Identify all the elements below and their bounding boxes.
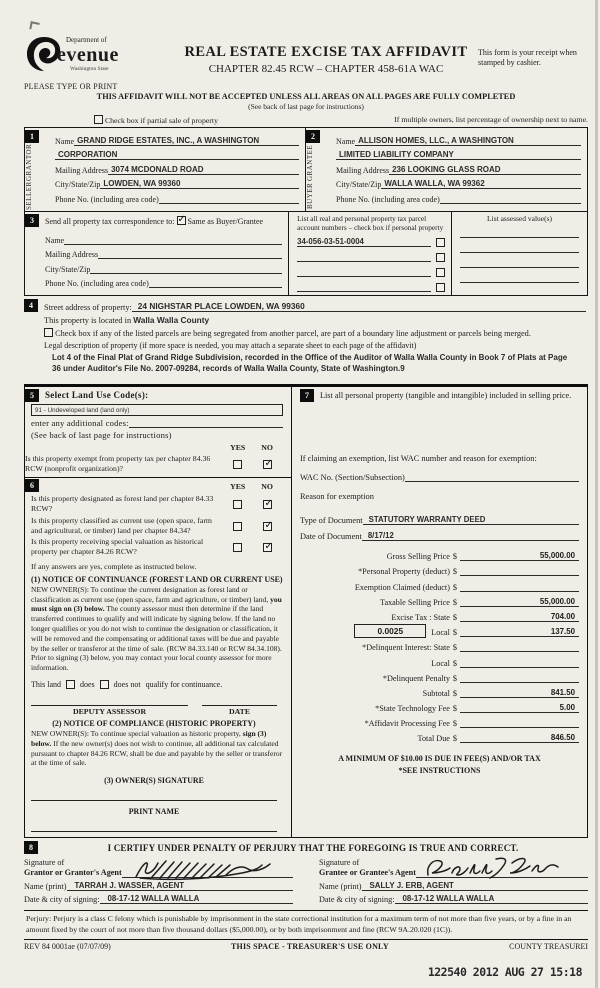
if-yes-note: If any answers are yes, complete as instructed below. bbox=[31, 561, 197, 571]
land-use-section bbox=[25, 387, 291, 478]
partial-sale-label: Check box if partial sale of property bbox=[104, 116, 218, 125]
parcel-2-checkbox[interactable] bbox=[436, 253, 445, 262]
buyer-city-input[interactable]: WALLA WALLA, WA 99362 bbox=[381, 179, 581, 189]
does-not-qualify-checkbox[interactable] bbox=[100, 680, 109, 689]
corr-city-label: City/State/Zip bbox=[45, 264, 91, 274]
corr-phone-label: Phone No. (including area code) bbox=[45, 279, 149, 288]
buyer-phone-label: Phone No. (including area code) bbox=[336, 194, 440, 204]
partial-sale-checkbox[interactable] bbox=[94, 115, 103, 124]
section-7-number: 7 bbox=[300, 389, 314, 402]
parcel-header: List all real and personal property tax parcel account numbers – check box if personal property bbox=[297, 214, 444, 233]
total-due-input[interactable]: 846.50 bbox=[460, 733, 579, 743]
grantee-side-label: GRANTEE bbox=[306, 145, 314, 182]
grantee-date-input[interactable]: 08-17-12 WALLA WALLA bbox=[395, 894, 589, 904]
parcel-3-input[interactable] bbox=[297, 276, 431, 277]
this-land-label: This land bbox=[31, 680, 61, 690]
fees-table bbox=[300, 546, 579, 743]
certify-statement: I CERTIFY UNDER PENALTY OF PERJURY THAT THE FOREGOING IS TRUE AND CORRECT. bbox=[107, 842, 519, 853]
qualify-label: qualify for continuance. bbox=[145, 680, 223, 690]
seller-mailing-input[interactable]: 3074 MCDONALD ROAD bbox=[108, 165, 299, 175]
land-use-code-dropdown[interactable]: 91 - Undeveloped land (land only) bbox=[31, 404, 283, 416]
corr-mailing-label: Mailing Address bbox=[45, 250, 99, 259]
buyer-mailing-label: Mailing Address bbox=[336, 165, 390, 175]
owners-signature-title: (3) OWNER(S) SIGNATURE bbox=[104, 776, 204, 786]
parcel-4-checkbox[interactable] bbox=[436, 283, 445, 292]
county-treasurer-label: COUNTY TREASUREI bbox=[509, 942, 588, 952]
buyer-city-label: City/State/Zip bbox=[336, 180, 382, 189]
assessed-header: List assessed value(s) bbox=[487, 214, 553, 223]
street-address-input[interactable]: 24 NIGHSTAR PLACE LOWDEN, WA 99360 bbox=[132, 301, 586, 312]
notice-compliance-title: (2) NOTICE OF COMPLIANCE (HISTORIC PROPERTY) bbox=[52, 719, 256, 729]
buyer-phone-input[interactable] bbox=[440, 203, 581, 204]
subtotal-input[interactable]: 841.50 bbox=[460, 688, 579, 698]
fee-row-subtotal: Subtotal $ 841.50 bbox=[300, 683, 579, 698]
land-use-title: Select Land Use Code(s): bbox=[45, 390, 149, 400]
rev-number: REV 84 0001ae (07/07/09) bbox=[24, 942, 111, 952]
section-1-number: 1 bbox=[25, 130, 39, 143]
acceptance-notice: THIS AFFIDAVIT WILL NOT BE ACCEPTED UNLESS ALL AREAS ON ALL PAGES ARE FULLY COMPLETED bbox=[96, 92, 516, 101]
located-in-label: This property is located in bbox=[44, 316, 132, 326]
logo-state-text: Washington State bbox=[70, 66, 109, 72]
form-header bbox=[24, 34, 588, 91]
personal-property-label: List all personal property (tangible and intangible) included in selling price. bbox=[319, 391, 572, 400]
grantee-agent-label: Grantee or Grantee's Agent bbox=[319, 867, 416, 877]
excise-state-input[interactable]: 704.00 bbox=[460, 612, 579, 622]
buyer-side-label: BUYER bbox=[306, 182, 314, 209]
land-use-and-fees-grid bbox=[24, 384, 588, 838]
parcel-2-input[interactable] bbox=[297, 261, 431, 262]
exemption-label: If claiming an exemption, list WAC number and reason for exemption: bbox=[299, 454, 537, 463]
parcel-1-checkbox[interactable] bbox=[436, 238, 445, 247]
print-name-input[interactable] bbox=[31, 818, 277, 832]
form-title: REAL ESTATE EXCISE TAX AFFIDAVIT bbox=[184, 44, 468, 60]
historical-question: Is this property receiving special valuation as historical property per chapter 84.26 RCW? bbox=[31, 537, 204, 557]
fee-row-gross: Gross Selling Price $ 55,000.00 bbox=[300, 546, 579, 561]
scan-corner-artifact bbox=[29, 21, 39, 31]
wac-number-input[interactable] bbox=[405, 481, 579, 482]
partial-sale-option bbox=[94, 115, 218, 125]
fee-row-total: Total Due $ 846.50 bbox=[300, 728, 579, 743]
corr-phone-input[interactable] bbox=[149, 287, 282, 288]
grantee-name-input[interactable]: SALLY J. ERB, AGENT bbox=[362, 881, 588, 891]
seller-section bbox=[25, 128, 306, 211]
cashier-date-stamp: 122540 2012 AUG 27 15:18 bbox=[427, 965, 582, 980]
seller-name-label: Name bbox=[55, 136, 75, 146]
reason-exemption-label: Reason for exemption bbox=[299, 492, 374, 501]
fee-row-processing-fee: *Affidavit Processing Fee $ bbox=[300, 713, 579, 728]
located-county-input[interactable]: Walla Walla County bbox=[133, 315, 210, 326]
current-use-question: Is this property classified as current use (open space, farm and agricultural, or timber) land per chapter 84.34? bbox=[31, 515, 212, 535]
property-address-section bbox=[24, 296, 588, 374]
seller-phone-label: Phone No. (including area code) bbox=[55, 194, 159, 204]
assessed-2-input[interactable] bbox=[460, 238, 579, 253]
certification-section bbox=[24, 841, 588, 904]
correspondence-section bbox=[25, 212, 587, 295]
notice-compliance-body: NEW OWNER(S): To continue special valuation as historic property, sign (3) below. If the new owner(s) does not wish to continue, all additional tax calculated pursuant to chapter 84.26 RCW, shall be due and payable by the seller or transferor at the time of sale. bbox=[31, 729, 283, 768]
grantor-date-city-label: Date & city of signing: bbox=[24, 895, 100, 905]
segregated-checkbox[interactable] bbox=[44, 328, 53, 337]
buyer-section bbox=[306, 128, 587, 211]
assessed-4-input[interactable] bbox=[460, 268, 579, 283]
same-as-buyer-checkbox[interactable] bbox=[177, 216, 186, 225]
seller-name-input-line2[interactable]: CORPORATION bbox=[55, 150, 299, 160]
grantor-agent-label: Grantor or Grantor's Agent bbox=[24, 867, 122, 877]
section-2-number: 2 bbox=[306, 130, 320, 143]
doc-date-input[interactable]: 8/17/12 bbox=[362, 531, 579, 541]
fee-row-exemption: Exemption Claimed (deduct) $ bbox=[300, 576, 579, 591]
gross-price-input[interactable]: 55,000.00 bbox=[460, 551, 579, 561]
logo-revenue-text: evenue bbox=[57, 44, 119, 66]
notice-continuance-title: (1) NOTICE OF CONTINUANCE (FOREST LAND OR CURRENT USE) bbox=[31, 574, 283, 584]
grantee-date-city-label: Date & city of signing: bbox=[319, 895, 395, 905]
grantor-signature-block bbox=[24, 856, 293, 904]
logo-dept-text: Department of bbox=[66, 36, 107, 44]
same-as-buyer-label: Same as Buyer/Grantee bbox=[187, 217, 264, 226]
section-4-number: 4 bbox=[24, 299, 38, 312]
buyer-mailing-input[interactable]: 236 LOOKING GLASS ROAD bbox=[389, 165, 581, 175]
fee-row-local: 0.0025 Local $ 137.50 bbox=[300, 622, 579, 637]
s6-yes-header: YES bbox=[230, 482, 246, 492]
fee-row-personal: *Personal Property (deduct) $ bbox=[300, 561, 579, 576]
fee-row-delinq-penalty: *Delinquent Penalty $ bbox=[300, 668, 579, 683]
please-type-label: PLEASE TYPE OR PRINT bbox=[24, 82, 118, 91]
seller-name-input[interactable]: GRAND RIDGE ESTATES, INC., A WASHINGTON bbox=[74, 136, 299, 146]
form-footer bbox=[24, 939, 588, 951]
seller-mailing-label: Mailing Address bbox=[55, 165, 109, 175]
corr-mailing-input[interactable] bbox=[98, 258, 282, 259]
forest-land-question: Is this property designated as forest land per chapter 84.33 RCW? bbox=[31, 494, 214, 514]
fee-row-delinq-interest-local: Local $ bbox=[300, 652, 579, 667]
multiple-owners-note: If multiple owners, list percentage of ownership next to name. bbox=[394, 115, 588, 124]
deputy-assessor-signature-line[interactable]: DEPUTY ASSESSOR bbox=[31, 705, 188, 716]
current-use-no-checkbox[interactable] bbox=[263, 522, 272, 531]
buyer-name-label: Name bbox=[336, 136, 356, 146]
print-name-title: PRINT NAME bbox=[128, 807, 180, 817]
doc-type-input[interactable]: STATUTORY WARRANTY DEED bbox=[363, 515, 579, 525]
fee-row-excise-state: Excise Tax : State $ 704.00 bbox=[300, 607, 579, 622]
delinq-penalty-input[interactable] bbox=[460, 682, 579, 683]
grantor-signature bbox=[130, 855, 280, 881]
exemption-deduct-input[interactable] bbox=[460, 591, 579, 592]
does-qualify-checkbox[interactable] bbox=[66, 680, 75, 689]
scan-edge-artifact bbox=[595, 0, 598, 988]
additional-codes-label: enter any additional codes: bbox=[31, 418, 129, 428]
historical-no-checkbox[interactable] bbox=[263, 543, 272, 552]
does-label: does bbox=[80, 680, 95, 690]
parcel-3-checkbox[interactable] bbox=[436, 268, 445, 277]
tech-fee-input[interactable]: 5.00 bbox=[460, 703, 579, 713]
personal-deduct-input[interactable] bbox=[460, 575, 579, 576]
section-5-number: 5 bbox=[25, 389, 39, 402]
grantor-side-label: GRANTOR bbox=[25, 143, 33, 181]
buyer-name-input[interactable]: ALLISON HOMES, LLC., A WASHINGTON bbox=[355, 136, 581, 146]
owners-signature-input[interactable] bbox=[31, 787, 277, 801]
grantee-signature-block bbox=[319, 856, 588, 904]
parcel-4-input[interactable] bbox=[297, 291, 431, 292]
doc-type-label: Type of Document bbox=[299, 516, 363, 525]
receipt-note: This form is your receipt when stamped by cashier. bbox=[478, 48, 577, 67]
does-not-label: does not bbox=[113, 680, 141, 690]
s6-no-header: NO bbox=[261, 482, 273, 492]
form-subtitle: CHAPTER 82.45 RCW – CHAPTER 458-61A WAC bbox=[208, 63, 444, 75]
corr-name-input[interactable] bbox=[64, 244, 282, 245]
parties-box bbox=[24, 127, 588, 296]
wac-number-label: WAC No. (Section/Subsection) bbox=[299, 473, 405, 482]
assessed-1-input[interactable] bbox=[460, 223, 579, 238]
local-rate-box: 0.0025 bbox=[354, 624, 426, 638]
continuance-qualify-row bbox=[31, 680, 283, 689]
buyer-name-input-line2[interactable]: LIMITED LIABILITY COMPANY bbox=[336, 150, 581, 160]
section-8-number: 8 bbox=[24, 841, 38, 854]
exempt-no-checkbox[interactable] bbox=[263, 460, 272, 469]
parcel-numbers-column bbox=[289, 212, 452, 295]
legal-description-input[interactable]: Lot 4 of the Final Plat of Grand Ridge Subdivision, recorded in the Office of the Auditor of Walla Walla County in Book 7 of Plats at Page 36 under Auditor's File No. 2007-09284, records of Walla Walla County, State of Washington.9 bbox=[52, 353, 568, 373]
see-back-instructions: (See back of last page for instructions) bbox=[31, 430, 172, 440]
exempt-question: Is this property exempt from property tax per chapter 84.36 RCW (nonprofit organization)? bbox=[25, 454, 211, 473]
grantor-name-input[interactable]: TARRAH J. WASSER, AGENT bbox=[67, 881, 293, 891]
seller-city-input[interactable]: LOWDEN, WA 99360 bbox=[100, 179, 299, 189]
historical-yes-checkbox[interactable] bbox=[233, 543, 242, 552]
personal-property-fees-section bbox=[292, 387, 587, 837]
treasurer-space-label: THIS SPACE - TREASURER'S USE ONLY bbox=[231, 942, 389, 952]
legal-description-label: Legal description of property (if more space is needed, you may attach a separate sheet to each page of the affidavit) bbox=[44, 341, 417, 351]
assessed-3-input[interactable] bbox=[460, 253, 579, 268]
seller-phone-input[interactable] bbox=[159, 203, 299, 204]
grantor-sig-of-label: Signature of bbox=[24, 857, 65, 867]
delinq-interest-state-input[interactable] bbox=[460, 651, 579, 652]
see-back-note: (See back of last page for instructions) bbox=[248, 102, 364, 111]
grantee-signature-input[interactable] bbox=[416, 856, 588, 878]
section-6-number: 6 bbox=[25, 479, 39, 492]
assessed-values-column bbox=[452, 212, 587, 295]
parcel-number-input[interactable]: 34-056-03-51-0004 bbox=[297, 237, 431, 247]
section-3-number: 3 bbox=[25, 214, 39, 227]
forest-land-section bbox=[25, 478, 291, 837]
forest-yes-checkbox[interactable] bbox=[233, 500, 242, 509]
additional-codes-input[interactable] bbox=[129, 427, 283, 428]
grantor-date-input[interactable]: 08-17-12 WALLA WALLA bbox=[100, 894, 294, 904]
processing-fee-input[interactable] bbox=[460, 727, 579, 728]
minimum-fee-note: A MINIMUM OF $10.00 IS DUE IN FEE(S) AND/OR TAX *SEE INSTRUCTIONS bbox=[338, 754, 541, 775]
deputy-date-line[interactable]: DATE bbox=[202, 705, 277, 716]
dept-of-revenue-logo bbox=[24, 34, 174, 78]
grantor-signature-input[interactable] bbox=[122, 856, 293, 878]
fee-row-tech-fee: *State Technology Fee $ 5.00 bbox=[300, 698, 579, 713]
delinq-interest-local-input[interactable] bbox=[460, 667, 579, 668]
send-correspondence-label: Send all property tax correspondence to: bbox=[45, 217, 175, 226]
current-use-yes-checkbox[interactable] bbox=[233, 522, 242, 531]
doc-date-label: Date of Document bbox=[299, 532, 362, 541]
fee-row-taxable: Taxable Selling Price $ 55,000.00 bbox=[300, 592, 579, 607]
seller-side-label: SELLER bbox=[25, 181, 33, 211]
corr-city-input[interactable] bbox=[90, 273, 282, 274]
grantor-name-print-label: Name (print) bbox=[24, 882, 67, 892]
street-address-label: Street address of property: bbox=[44, 303, 132, 313]
taxable-price-input[interactable]: 55,000.00 bbox=[460, 597, 579, 607]
segregated-label: Check box if any of the listed parcels are being segregated from another parcel, are part of a boundary line adjustment or parcels being merged. bbox=[55, 329, 531, 339]
s5-yes-header: YES bbox=[230, 443, 246, 452]
fee-row-delinq-interest-state: *Delinquent Interest: State $ bbox=[300, 637, 579, 652]
forest-no-checkbox[interactable] bbox=[263, 500, 272, 509]
perjury-notice: Perjury: Perjury is a class C felony which is punishable by imprisonment in the state correctional institution for a maximum term of not more than five years, or by a fine in an amount fixed by the court of not more than five thousand dollars ($5,000.00), or by both imprisonment and fine (RCW 9A.20.020 (1C)). bbox=[24, 910, 588, 939]
grantee-sig-of-label: Signature of bbox=[319, 857, 360, 867]
exempt-yes-checkbox[interactable] bbox=[233, 460, 242, 469]
corr-name-label: Name bbox=[45, 235, 65, 245]
grantee-signature bbox=[424, 855, 564, 881]
seller-city-label: City/State/Zip bbox=[55, 180, 101, 189]
notice-continuance-body: NEW OWNER(S): To continue the current designation as forest land or classification as current use (open space, farm and agriculture, or timber) land, you must sign on (3) below. The county assessor must then determine if the land transferred continues to qualify and will indicate by signing below. If the land no longer qualifies or you do not wish to continue the designation or classification, it will be removed and the compensating or additional taxes will be due and payable by the seller or transferor at the time of sale. (RCW 84.33.140 or RCW 84.34.108). Prior to signing (3) below, you may contact your local county assessor for more information. bbox=[31, 584, 282, 673]
excise-local-input[interactable]: 137.50 bbox=[460, 627, 579, 637]
s5-no-header: NO bbox=[261, 443, 273, 452]
grantee-name-print-label: Name (print) bbox=[319, 882, 362, 892]
